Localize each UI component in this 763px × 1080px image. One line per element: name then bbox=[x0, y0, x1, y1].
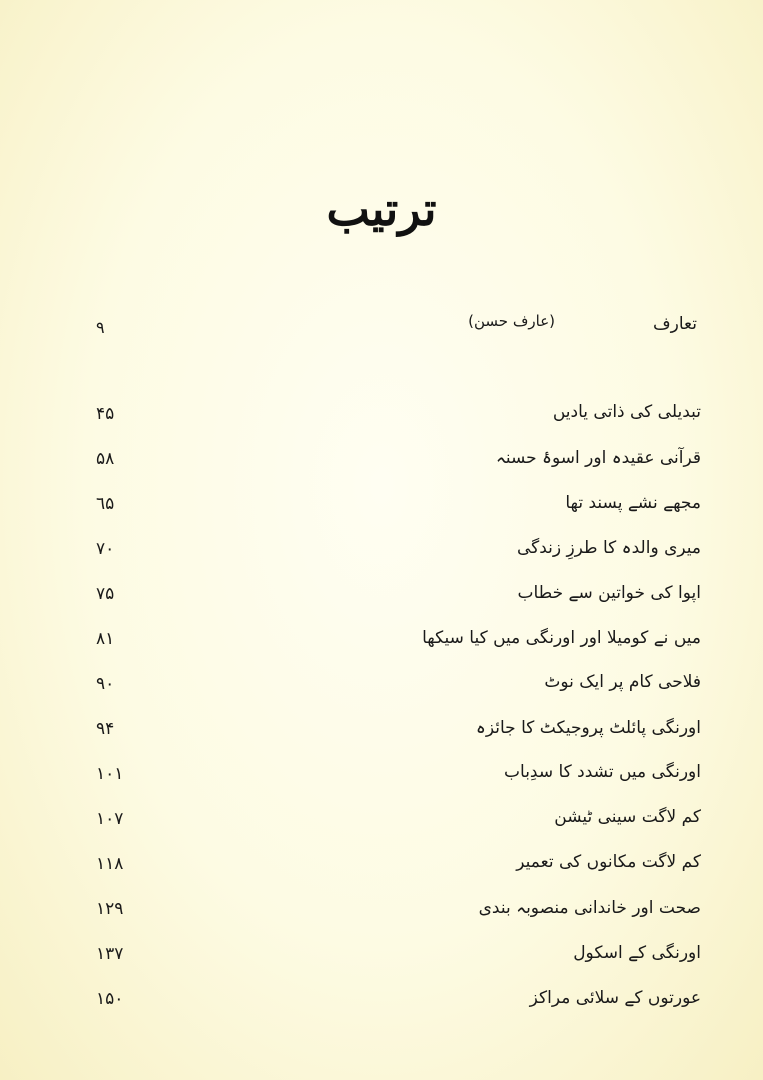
toc-entry-title: تبدیلی کی ذاتی یادیں bbox=[552, 402, 701, 422]
toc-entry-title: اپوا کی خواتین سے خطاب bbox=[517, 583, 701, 603]
toc-entry-page: ۹۴ bbox=[96, 719, 115, 739]
toc-entry-page: ۷۰ bbox=[96, 539, 115, 559]
toc-entry-page: ۷۵ bbox=[96, 584, 115, 604]
toc-entry-title: میری والدہ کا طرزِ زندگی bbox=[516, 538, 701, 558]
toc-entry bbox=[0, 807, 763, 843]
toc-entry-page: ۱۰۷ bbox=[96, 809, 124, 829]
toc-entry-page: ۱۰۱ bbox=[96, 764, 124, 784]
toc-entry bbox=[0, 987, 763, 1023]
toc-entry bbox=[0, 537, 763, 573]
page-title: ترتیب bbox=[326, 182, 437, 236]
toc-entry-title: کم لاگت سینی ٹیشن bbox=[554, 807, 701, 827]
toc-entry bbox=[0, 627, 763, 663]
toc-entry-title: کم لاگت مکانوں کی تعمیر bbox=[516, 852, 701, 872]
toc-entry bbox=[0, 762, 763, 798]
intro-page-number: ٩ bbox=[96, 318, 105, 337]
toc-entry-title: قرآنی عقیدہ اور اسوۂ حسنہ bbox=[495, 448, 701, 468]
toc-entry-title: عورتوں کے سلائی مراکز bbox=[529, 988, 701, 1008]
toc-entry-title: فلاحی کام پر ایک نوٹ bbox=[544, 672, 701, 692]
toc-entry-title: مجھے نشے پسند تھا bbox=[565, 493, 701, 513]
toc-entry bbox=[0, 717, 763, 753]
toc-entry-page: ۱۳۷ bbox=[96, 944, 124, 964]
toc-entry-page: ۸۱ bbox=[96, 629, 115, 649]
toc-entry bbox=[0, 942, 763, 978]
toc-entry bbox=[0, 402, 763, 438]
toc-entry-page: ۱۵۰ bbox=[96, 989, 124, 1009]
toc-entry bbox=[0, 852, 763, 888]
toc-entry bbox=[0, 672, 763, 708]
toc-entry-title: صحت اور خاندانی منصوبہ بندی bbox=[478, 898, 701, 918]
toc-entry bbox=[0, 447, 763, 483]
toc-entry-page: ٦۵ bbox=[96, 494, 115, 514]
toc-entry-page: ۴۵ bbox=[96, 404, 115, 424]
intro-author: (عارف حسن) bbox=[468, 312, 555, 330]
toc-entry bbox=[0, 897, 763, 933]
toc-entry-page: ۱۱۸ bbox=[96, 854, 124, 874]
toc-entry-title: اورنگی پائلٹ پروجیکٹ کا جائزہ bbox=[475, 718, 701, 738]
toc-entry bbox=[0, 582, 763, 618]
toc-entry-title: اورنگی میں تشدد کا سدِباب bbox=[504, 762, 701, 782]
toc-entry-title: میں نے کومیلا اور اورنگی میں کیا سیکھا bbox=[422, 628, 701, 648]
toc-entry-page: ۵۸ bbox=[96, 449, 115, 469]
toc-entry-page: ۹۰ bbox=[96, 674, 115, 694]
toc-entry bbox=[0, 492, 763, 528]
toc-entry-page: ۱۲۹ bbox=[96, 899, 124, 919]
toc-entry-title: اورنگی کے اسکول bbox=[573, 943, 701, 963]
intro-title: تعارف bbox=[653, 314, 697, 334]
